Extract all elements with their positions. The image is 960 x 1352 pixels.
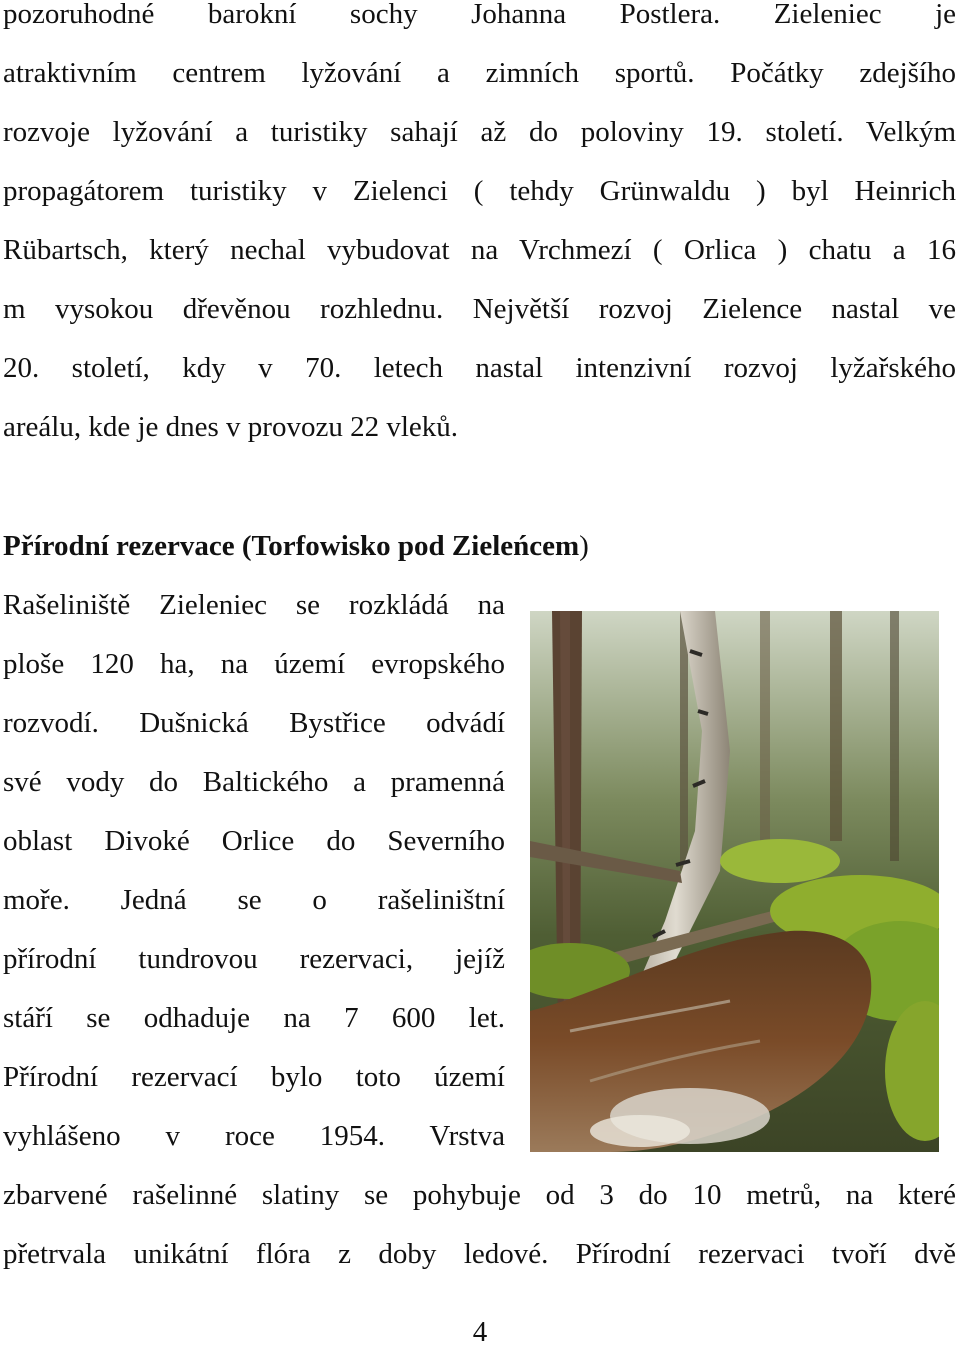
forest-stream-photo <box>530 611 939 1152</box>
wrapped-line-7: přírodní tundrovou rezervaci, jejíž <box>3 943 505 975</box>
wrapped-line-8: stáří se odhaduje na 7 600 let. <box>3 1002 505 1034</box>
wrapped-line-6: moře. Jedná se o rašeliništní <box>3 884 505 916</box>
full-line-1: zbarvené rašelinné slatiny se pohybuje od 3 do 10 metrů, na které <box>3 1179 956 1211</box>
wrapped-line-5: oblast Divoké Orlice do Severního <box>3 825 505 857</box>
intro-line-5: Rübartsch, který nechal vybudovat na Vrchmezí ( Orlica ) chatu a 16 <box>3 234 956 266</box>
wrapped-line-2: ploše 120 ha, na území evropského <box>3 648 505 680</box>
wrapped-line-9: Přírodní rezervací bylo toto území <box>3 1061 505 1093</box>
intro-line-6: m vysokou dřevěnou rozhlednu. Největší rozvoj Zielence nastal ve <box>3 293 956 325</box>
intro-line-1: pozoruhodné barokní sochy Johanna Postlera. Zieleniec je <box>3 0 956 30</box>
wrapped-line-4: své vody do Baltického a pramenná <box>3 766 505 798</box>
full-line-2: přetrvala unikátní flóra z doby ledové. Přírodní rezervaci tvoří dvě <box>3 1238 956 1270</box>
intro-line-4: propagátorem turistiky v Zielenci ( tehdy Grünwaldu ) byl Heinrich <box>3 175 956 207</box>
intro-line-7: 20. století, kdy v 70. letech nastal intenzivní rozvoj lyžařského <box>3 352 956 384</box>
wrapped-line-1: Rašeliniště Zieleniec se rozkládá na <box>3 589 505 621</box>
section-heading-bold: Přírodní rezervace (Torfowisko pod Zieleńcem <box>3 530 580 562</box>
intro-line-2: atraktivním centrem lyžování a zimních sportů. Počátky zdejšího <box>3 57 956 89</box>
wrapped-line-10: vyhlášeno v roce 1954. Vrstva <box>3 1120 505 1152</box>
wrapped-line-3: rozvodí. Dušnická Bystřice odvádí <box>3 707 505 739</box>
intro-line-8: areálu, kde je dnes v provozu 22 vleků. <box>3 411 458 443</box>
intro-line-3: rozvoje lyžování a turistiky sahají až do poloviny 19. století. Velkým <box>3 116 956 148</box>
page-number: 4 <box>472 1316 488 1348</box>
section-heading <box>3 517 956 576</box>
section-heading-tail: ) <box>579 530 589 562</box>
